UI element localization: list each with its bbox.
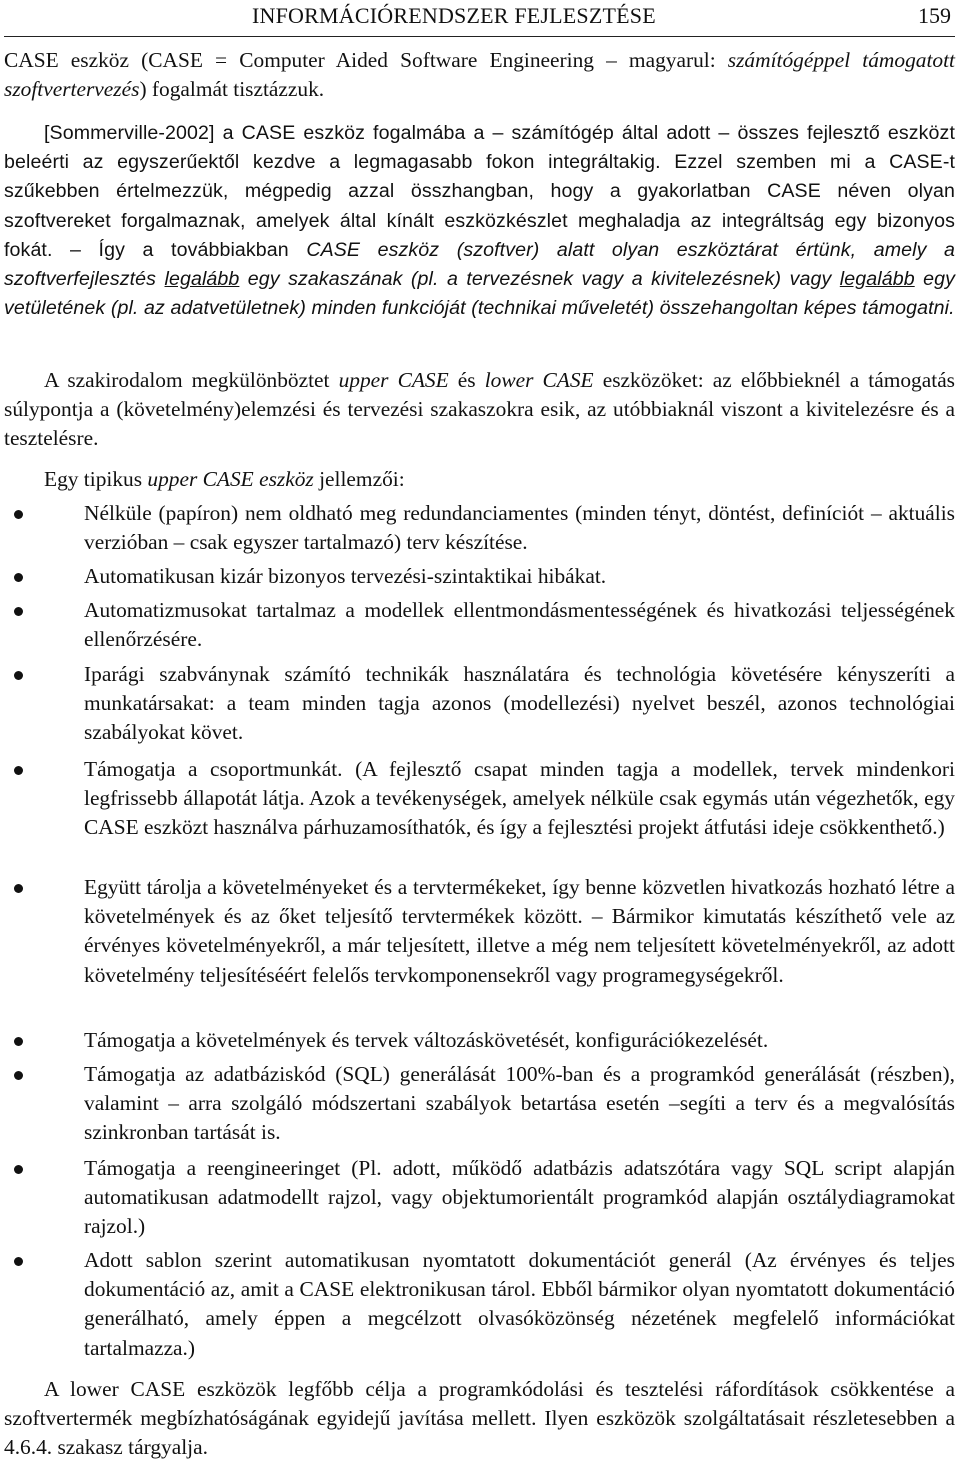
para1-text-end: ) fogalmát tisztázzuk. <box>139 77 325 102</box>
para3-and: és <box>448 368 485 392</box>
page-number: 159 <box>918 3 951 28</box>
para4-text: Egy tipikus <box>44 467 148 491</box>
paragraph-lower-case: A lower CASE eszközök legfőbb célja a programkódolási és tesztelési ráfordítások csökkentése a szoftvertermék megbízhatóságának egyidejű javítása mellett. Ilyen eszközök szolgáltatásait részletesebben a 4.6.4. szakasz tárgyalja. <box>4 1377 955 1460</box>
bullet-icon <box>14 510 23 519</box>
para2-underline-2: legalább <box>839 268 915 291</box>
para1-italic: számítógéppel támogatott szoftvertervezés <box>4 48 955 102</box>
paragraph-typical-features <box>4 465 955 494</box>
bullet-icon <box>14 671 23 680</box>
para3-upper-case: upper CASE <box>338 368 449 392</box>
bullet-icon <box>14 573 23 582</box>
document-page <box>4 0 955 1464</box>
para2-italic-2: egy szakaszának (pl. a tervezésnek vagy a kivitelezésnek) vagy <box>239 268 840 291</box>
list-item-text: Támogatja a csoportmunkát. (A fejlesztő csapat minden tagja a modellek, tervek mindenkori legfrissebb állapotát látja. Azok a tevékenységek, amelyek nélküle csak egymás után végezhetők, egy CASE eszközt használva párhuzamosíthatók, és így a fejlesztési projekt átfutási ideje csökkenthető.) <box>84 757 955 840</box>
para2-underline-1: legalább <box>164 268 240 291</box>
list-item-text: Támogatja a reengineeringet (Pl. adott, működő adatbázis adatszótára vagy SQL script alapján automatikusan adatmodellt rajzol, vagy objektumorientált programkód alapján osztálydiagramokat rajzol.) <box>84 1156 955 1239</box>
para3-text-end: eszközöket: az előbbieknél a támogatás súlypontja a (követelmény)elemzési és tervezési szakaszokra esik, az utóbbiaknál viszont a kivitelezésre és a tesztelésre. <box>4 368 956 451</box>
list-item-text: Támogatja az adatbáziskód (SQL) generálását 100%-ban és a programkód generálását (részben), valamint – arra szolgáló módszertani szabályok betartása esetén –segíti a terv és a megvalósítás szinkronban tartását is. <box>84 1062 955 1145</box>
bullet-icon <box>14 1071 23 1080</box>
para3-text: A szakirodalom megkülönböztet <box>44 368 339 392</box>
para2-text: [Sommerville-2002] a CASE eszköz fogalmába a – számítógép által adott – összes fejlesztő eszközt beleérti az egyszerűektől kezdve a legmagasabb fokon integráltakig. Ezzel szemben mi a CASE-t szűkebben értelmezzük, mégpedig azzal összhangban, hogy a gyakorlatban CASE néven olyan szoftvereket forgalmaznak, amelyek által kínált eszközkészlet meghaladja az integráltság egy bizonyos fokát. – Így a továbbiakban <box>4 122 955 261</box>
para4-text-end: jellemzői: <box>313 467 405 491</box>
paragraph-upper-lower-case <box>4 366 955 454</box>
list-item-text: Nélküle (papíron) nem oldható meg redundanciamentes (minden tényt, döntést, definíciót – aktuális verzióban – csak egyszer tartalmazó) terv készítése. <box>84 501 955 555</box>
header-title: INFORMÁCIÓRENDSZER FEJLESZTÉSE <box>252 3 656 28</box>
list-item-text: Együtt tárolja a követelményeket és a tervtermékeket, így benne közvetlen hivatkozás hozható létre a követelmények és az őket teljesítő tervtermékek között. – Bármikor kimutatás készíthető vele az érvényes követelményekről, a már teljesített, illetve a még nem teljesített követelményekről, az adott követelmény teljesítéséért felelős tervkomponensekről vagy programegységekről. <box>84 875 955 987</box>
bullet-icon <box>14 884 23 893</box>
para2-italic-definition: CASE eszköz (szoftver) alatt olyan eszköztárat értünk, amely a szoftverfejlesztés <box>4 238 955 291</box>
list-item-text: Automatikusan kizár bizonyos tervezési-szintaktikai hibákat. <box>84 564 607 588</box>
list-item-text: Adott sablon szerint automatikusan nyomtatott dokumentációt generál (Az érvényes és teljes dokumentáció az, amit a CASE elektronikusan tárol. Ebből bármikor olyan nyomtatott dokumentáció generálható, amely éppen a megcélzott olvasóközönség nézetének megfelelő információkat tartalmazza.) <box>84 1248 955 1360</box>
list-item-text: Iparági szabványnak számító technikák használatára és technológia követésére kényszeríti a munkatársakat: a team minden tagja azonos (modellezési) nyelvet beszél, azonos technológiai szabályokat követ. <box>84 662 955 745</box>
bullet-icon <box>14 607 23 616</box>
bullet-icon <box>14 1165 23 1174</box>
para1-text: CASE eszköz (CASE = Computer Aided Software Engineering – magyarul: <box>4 48 728 72</box>
bullet-icon <box>14 1037 23 1046</box>
bullet-icon <box>14 1257 23 1266</box>
bullet-icon <box>14 766 23 775</box>
para3-lower-case: lower CASE <box>484 368 594 392</box>
paragraph-sommerville <box>4 119 955 323</box>
running-header <box>4 0 955 37</box>
para4-italic: upper CASE eszköz <box>147 467 314 491</box>
list-item-text: Támogatja a követelmények és tervek változáskövetését, konfigurációkezelését. <box>84 1028 769 1052</box>
list-item-text: Automatizmusokat tartalmaz a modellek ellentmondásmentességének és hivatkozási teljességének ellenőrzésére. <box>84 598 955 652</box>
para2-italic-3: egy vetületének (pl. az adatvetületnek) minden funkcióját (technikai műveletét) összehangoltan képes támogatni. <box>4 268 956 320</box>
paragraph-case-definition <box>4 46 955 104</box>
